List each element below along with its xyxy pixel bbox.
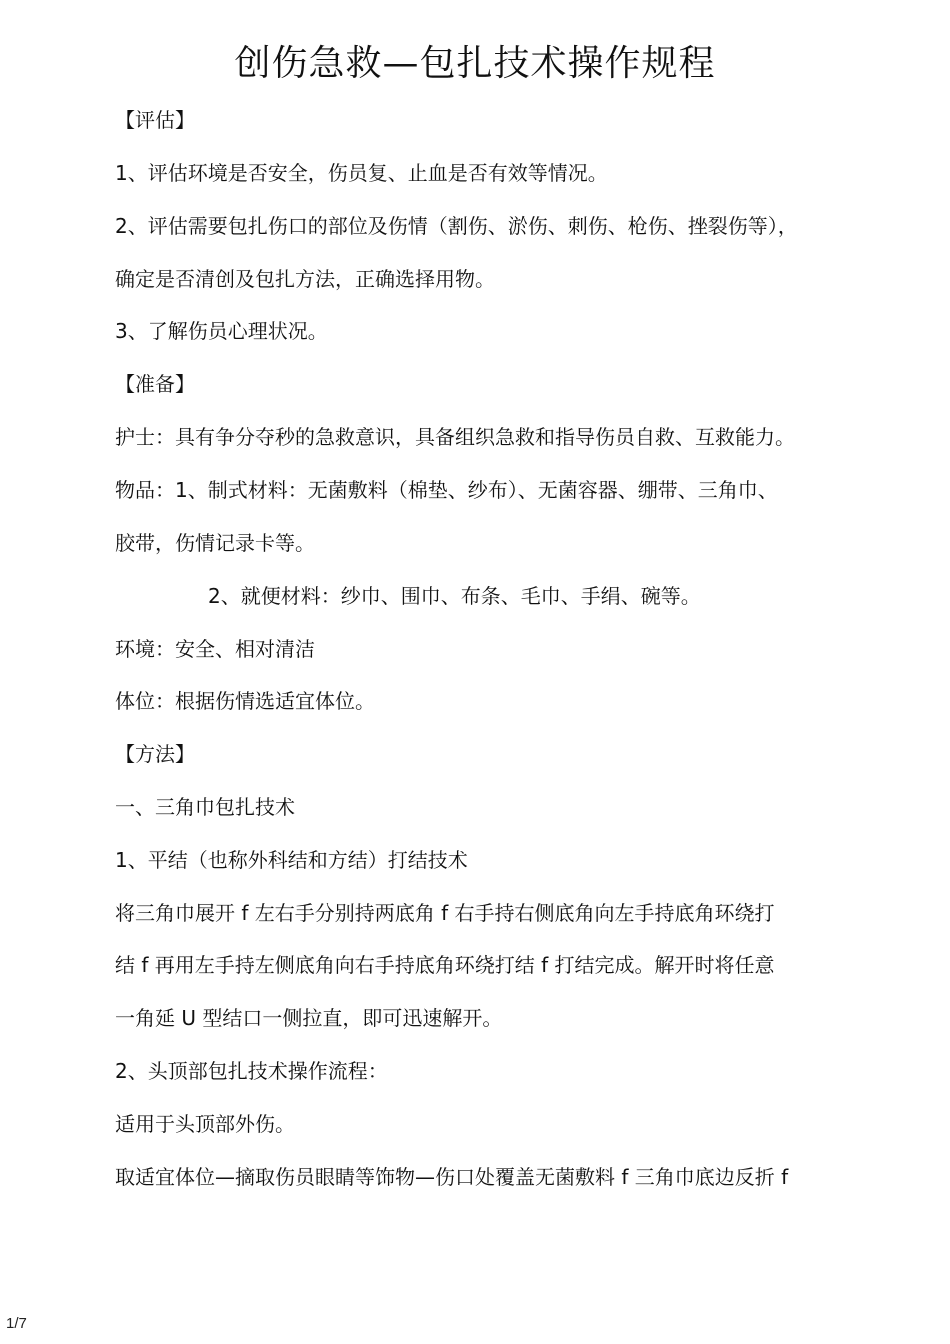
paragraph-line: 环境：安全、相对清洁	[115, 637, 315, 661]
paragraph-line: 2、评估需要包扎伤口的部位及伤情（割伤、淤伤、刺伤、枪伤、挫裂伤等），	[115, 214, 798, 238]
paragraph-line: 一角延 U 型结口一侧拉直，即可迅速解开。	[115, 1006, 503, 1030]
paragraph-line: 护士：具有争分夺秒的急救意识，具备组织急救和指导伤员自救、互救能力。	[115, 425, 795, 449]
section-heading-assessment: 【评估】	[115, 108, 195, 132]
page-number: 1/7	[6, 1315, 27, 1332]
paragraph-line: 将三角巾展开 f 左右手分别持两底角 f 右手持右侧底角向左手持底角环绕打	[115, 901, 775, 925]
subheading-line: 1、平结（也称外科结和方结）打结技术	[115, 848, 468, 872]
subheading-line: 2、头顶部包扎技术操作流程：	[115, 1059, 388, 1083]
paragraph-line: 胶带，伤情记录卡等。	[115, 531, 315, 555]
paragraph-line: 结 f 再用左手持左侧底角向右手持底角环绕打结 f 打结完成。解开时将任意	[115, 953, 775, 977]
document-title: 创伤急救—包扎技术操作规程	[234, 43, 716, 84]
paragraph-line: 3、了解伤员心理状况。	[115, 319, 328, 343]
paragraph-line: 2、就便材料：纱巾、围巾、布条、毛巾、手绢、碗等。	[208, 584, 701, 608]
paragraph-line: 1、评估环境是否安全，伤员复、止血是否有效等情况。	[115, 161, 608, 185]
subheading-line: 一、三角巾包扎技术	[115, 795, 295, 819]
paragraph-line: 取适宜体位—摘取伤员眼睛等饰物—伤口处覆盖无菌敷料 f 三角巾底边反折 f	[115, 1165, 789, 1189]
paragraph-line: 确定是否清创及包扎方法，正确选择用物。	[115, 267, 495, 291]
paragraph-line: 适用于头顶部外伤。	[115, 1112, 295, 1136]
paragraph-line: 物品：1、制式材料：无菌敷料（棉垫、纱布）、无菌容器、绷带、三角巾、	[115, 478, 778, 502]
section-heading-preparation: 【准备】	[115, 372, 195, 396]
section-heading-method: 【方法】	[115, 742, 195, 766]
paragraph-line: 体位：根据伤情选适宜体位。	[115, 689, 375, 713]
